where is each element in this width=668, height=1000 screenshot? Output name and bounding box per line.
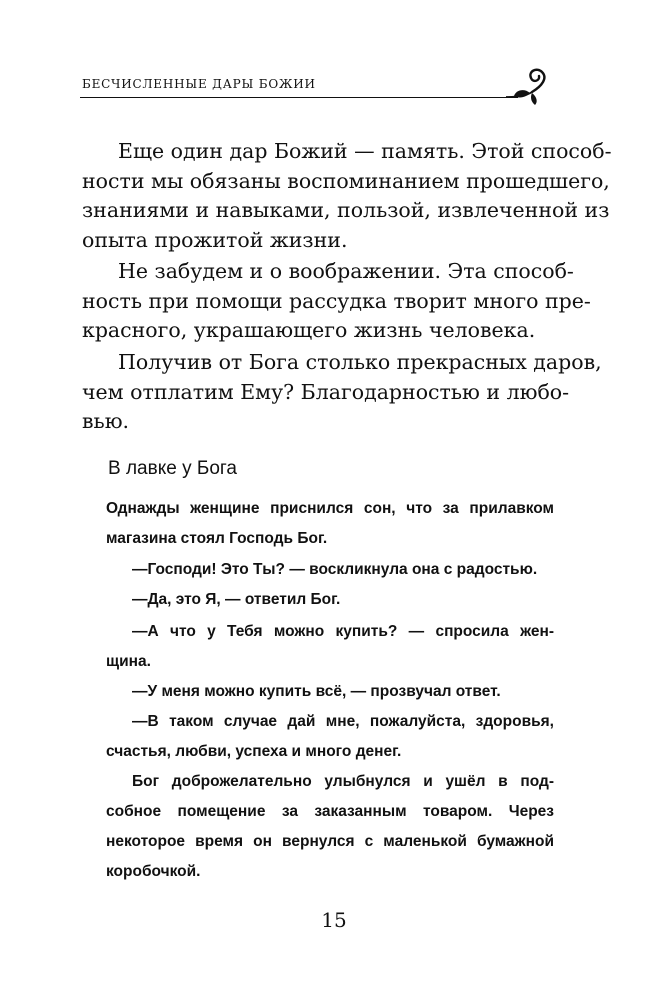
text-line: щина.	[106, 653, 151, 670]
text-line: —А что у Тебя можно купить? — спросила жен-	[132, 623, 554, 640]
intro-paragraph-memory	[82, 137, 612, 255]
story-paragraph	[106, 494, 554, 554]
text-line: ность при помощи рассудка творит много пре-	[82, 288, 591, 313]
text-line: ности мы обязаны воспоминанием прошедшего,	[82, 168, 610, 193]
text-line: опыта прожитой жизни.	[82, 227, 348, 252]
text-line: Не забудем и о воображении. Эта способ-	[118, 259, 574, 283]
story-dialogue-line	[106, 585, 554, 615]
text-line: —Господи! Это Ты? — воскликнула она с радостью.	[132, 561, 538, 578]
text-line: некоторое время он вернулся с маленькой бумажной	[106, 833, 554, 850]
text-line: Однажды женщине приснился сон, что за прилавком	[106, 500, 554, 517]
story-dialogue-line	[106, 555, 554, 585]
section-title: В лавке у Бога	[108, 458, 237, 479]
text-line: вью.	[82, 409, 130, 433]
page-number: 15	[321, 908, 347, 932]
text-line: Бог доброжелательно улыбнулся и ушёл в под-	[132, 773, 554, 790]
story-paragraph	[106, 767, 554, 887]
swirl-ornament-icon	[504, 66, 556, 106]
story-dialogue-line	[106, 707, 554, 767]
text-line: красного, украшающего жизнь человека.	[82, 318, 536, 342]
text-line: Еще один дар Божий — память. Этой способ-	[118, 139, 612, 163]
story-dialogue-line	[106, 677, 554, 707]
header-rule	[80, 97, 518, 98]
text-line: —В таком случае дай мне, пожалуйста, здоровья,	[132, 713, 554, 730]
text-line: —У меня можно купить всё, — прозвучал ответ.	[132, 683, 501, 700]
text-line: коробочкой.	[106, 863, 201, 880]
text-line: счастья, любви, успеха и много денег.	[106, 743, 402, 760]
text-line: знаниями и навыками, пользой, извлеченной из	[82, 198, 610, 222]
intro-paragraph-gratitude	[82, 348, 602, 437]
text-line: —Да, это Я, — ответил Бог.	[132, 591, 341, 608]
running-header-title: БЕСЧИСЛЕННЫЕ ДАРЫ БОЖИИ	[82, 77, 316, 91]
text-line: чем отплатим Ему? Благодарностью и любо-	[82, 379, 570, 404]
intro-paragraph-imagination	[82, 257, 591, 346]
story-dialogue-line	[106, 617, 554, 677]
text-line: собное помещение за заказанным товаром. Через	[106, 803, 554, 820]
text-line: магазина стоял Господь Бог.	[106, 530, 328, 547]
text-line: Получив от Бога столько прекрасных даров,	[118, 350, 602, 374]
